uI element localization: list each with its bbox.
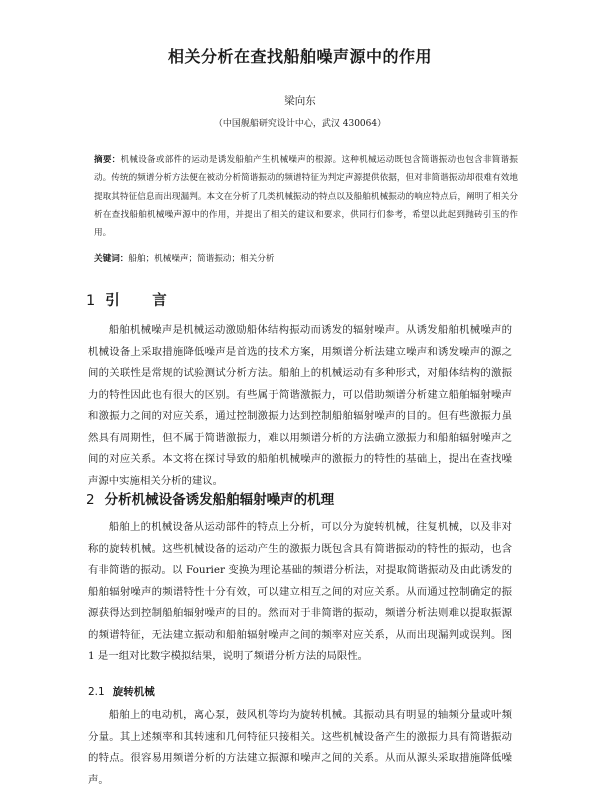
section-2-paragraph: 船舶上的机械设备从运动部件的特点上分析，可以分为旋转机械，往复机械，以及非对称的旋转机械。这些机械设备的运动产生的激振力既包含具有简谐振动的特性的振动，也含有非简谐的振动。以 Fourier 变换为理论基础的频谱分析法，对提取简谐振动及由此诱发的船舶辐射噪声的频谱特性十分有效，可以建立相互之间的对应关系。从而通过控制确定的振源获得达到控制船舶辐射噪声的目的。然而对于非简谐的振动，频谱分析法则难以提取振源的频谱特征，无法建立振动和船舶辐射噪声之间的频率对应关系，从而出现漏判或误判。图 1 是一组对比数字模拟结果，说明了频谱分析方法的局限性。: [88, 521, 512, 662]
section-2-1-paragraph: 船舶上的电动机，离心泵，鼓风机等均为旋转机械。其振动具有明显的轴频分量或叶频分量。其上述频率和其转速和几何特征只接相关。这些机械设备产生的激振力具有简谐振动的特点。很容易用频谱分析的方法建立振源和噪声之间的关系。从而从源头采取措施降低噪声。: [88, 709, 512, 786]
section-1-title: 引 言: [105, 293, 176, 309]
section-1-number: 1: [86, 293, 96, 309]
section-2-title: 分析机械设备诱发船舶辐射噪声的机理: [104, 492, 335, 508]
abstract: [94, 151, 518, 242]
paper-affiliation: （中国舰船研究设计中心，武汉 430064）: [213, 119, 387, 129]
section-2-number: 2: [86, 492, 95, 508]
keywords-label: 关键词：: [94, 254, 129, 264]
section-2-heading: [86, 488, 334, 508]
abstract-label: 摘要：: [94, 155, 121, 165]
paper-title: 相关分析在查找船舶噪声源中的作用: [167, 47, 432, 66]
keywords: [94, 250, 518, 268]
section-2-1-heading: [88, 684, 155, 699]
section-1-paragraph: 船舶机械噪声是机械运动激励船体结构振动而诱发的辐射噪声。从诱发船舶机械噪声的机械设备上采取措施降低噪声是首选的技术方案，用频谱分析法建立噪声和诱发噪声的源之间的关联性是常规的试验测试分析方法。船舶上的机械运动有多种形式，对船体结构的激振力的特性因此也有很大的区别。有些属于简谐激振力，可以借助频谱分析建立船舶辐射噪声和激振力之间的对应关系，通过控制激振力达到控制船舶辐射噪声的目的。但有些激振力虽然具有周期性，但不属于简谐激振力，难以用频谱分析的方法确立激振力和船舶辐射噪声之间的对应关系。本文将在探讨导致的船舶机械噪声的激振力的特性的基础上，提出在查找噪声源中实施相关分析的建议。: [88, 324, 512, 487]
section-2-1-title: 旋转机械: [112, 686, 155, 698]
section-2-1-number: 2.1: [88, 686, 105, 698]
abstract-text: 机械设备或部件的运动是诱发船舶产生机械噪声的根源。这种机械运动既包含简谐振动也包含非简谐振动。传统的频谱分析方法便在被动分析简谐振动的频谱特征为判定声源提供依据，但对非简谐振动却很难有效地提取其特征信息而出现漏判。本文在分析了几类机械振动的特点以及船舶机械振动的响应特点后，阐明了相关分析在查找船舶机械噪声源中的作用，并提出了相关的建议和要求，供同行们参考，希望以此起到抛砖引玉的作用。: [94, 155, 518, 239]
section-1-heading: [86, 289, 176, 310]
paper-author: 梁向东: [284, 95, 316, 107]
keywords-text: 船舶；机械噪声；简谐振动；相关分析: [128, 254, 275, 264]
